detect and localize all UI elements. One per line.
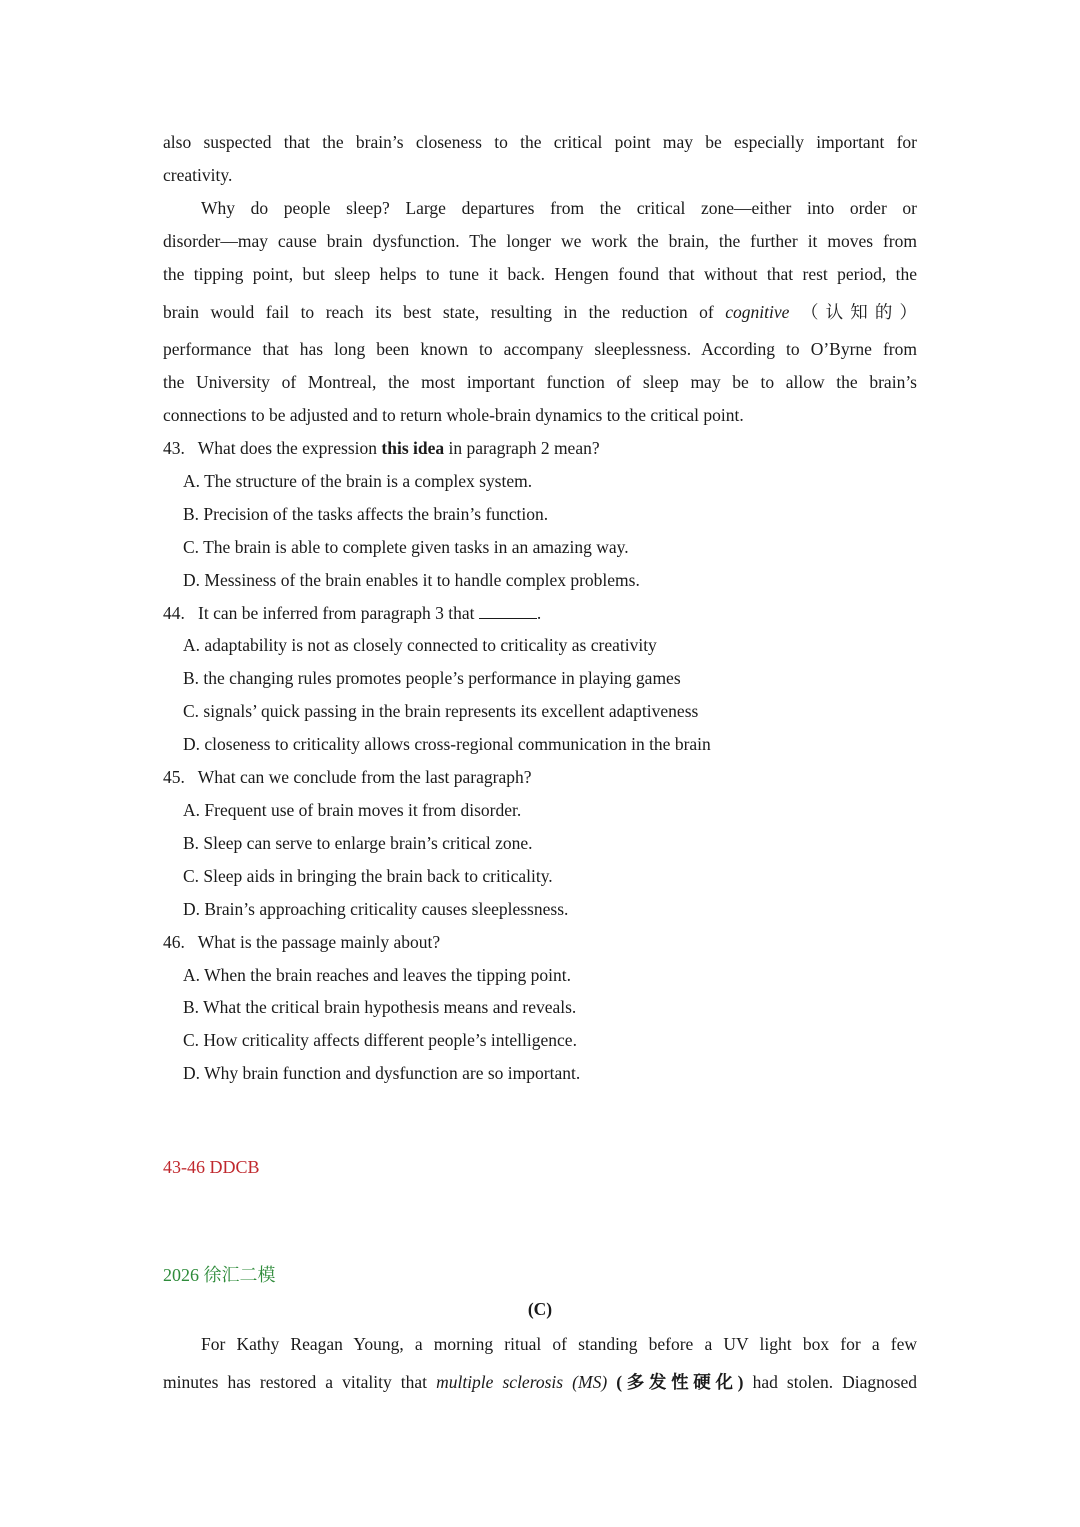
source-label: 2026 徐汇二模 (163, 1265, 276, 1285)
next-passage (163, 1328, 917, 1403)
option-b: B. What the critical brain hypothesis means and reveals. (183, 997, 577, 1018)
question-number: 45. (163, 767, 185, 788)
option-d: D. Messiness of the brain enables it to handle complex problems. (183, 569, 640, 590)
question-stem (163, 926, 917, 959)
option-c: C. Sleep aids in bringing the brain back to criticality. (183, 865, 553, 886)
reading-passage (163, 126, 917, 1090)
question-number: 44. (163, 602, 185, 623)
passage-line-cognitive (163, 291, 917, 333)
passage-text: had stolen. Diagnosed (752, 1372, 918, 1392)
question-text: It can be inferred from paragraph 3 that (198, 602, 479, 623)
chinese-gloss: (多发性硬化) (607, 1372, 744, 1392)
question-text: . (536, 602, 542, 623)
option-c: C. How criticality affects different people’s intelligence. (183, 1030, 577, 1051)
option-b: B. Precision of the tasks affects the brain’s function. (183, 503, 549, 524)
chinese-gloss: （认知的） (800, 302, 917, 322)
question-text: What can we conclude from the last paragraph? (197, 767, 532, 788)
passage-line-ms (163, 1361, 917, 1403)
section-title: (C) (527, 1299, 553, 1319)
question-text: in paragraph 2 mean? (444, 438, 600, 458)
option-b: B. Sleep can serve to enlarge brain’s critical zone. (183, 832, 533, 853)
passage-line: the University of Montreal, the most important function of sleep may be to allow the brain’s (163, 372, 917, 392)
question-44 (163, 597, 917, 762)
option-a: A. When the brain reaches and leaves the tipping point. (183, 964, 571, 985)
passage-line: Why do people sleep? Large departures from the critical zone—either into order or (201, 198, 917, 218)
passage-line: connections to be adjusted and to return whole-brain dynamics to the critical point. (163, 405, 744, 425)
option-c: C. The brain is able to complete given tasks in an amazing way. (183, 536, 629, 557)
question-stem (163, 761, 917, 794)
passage-line: For Kathy Reagan Young, a morning ritual of standing before a UV light box for a few (201, 1334, 917, 1354)
answer-blank (479, 604, 537, 619)
passage-line: disorder—may cause brain dysfunction. The longer we work the brain, the further it moves from (163, 231, 917, 251)
passage-line: creativity. (163, 165, 233, 185)
option-c: C. signals’ quick passing in the brain represents its excellent adaptiveness (183, 701, 699, 722)
passage-line: the tipping point, but sleep helps to tune it back. Hengen found that without that rest period, the (163, 264, 917, 284)
option-a: A. The structure of the brain is a complex system. (183, 470, 533, 491)
option-d: D. Brain’s approaching criticality causes sleeplessness. (183, 898, 569, 919)
question-number: 43. (163, 438, 185, 458)
question-bold-text: this idea (381, 438, 445, 458)
question-stem (163, 597, 917, 630)
question-45 (163, 761, 917, 926)
question-text: What does the expression (197, 438, 382, 458)
question-text: What is the passage mainly about? (197, 931, 441, 952)
passage-line: also suspected that the brain’s closeness to the critical point may be especially important for (163, 132, 917, 152)
term-italic: cognitive (725, 302, 790, 322)
option-b: B. the changing rules promotes people’s performance in playing games (183, 668, 681, 689)
term-italic: multiple sclerosis (MS) (436, 1372, 608, 1392)
passage-text: brain would fail to reach its best state, resulting in the reduction of (163, 302, 714, 322)
answer-key: 43-46 DDCB (163, 1157, 260, 1177)
passage-text: minutes has restored a vitality that (163, 1372, 437, 1392)
question-stem (163, 432, 917, 465)
option-d: D. closeness to criticality allows cross-regional communication in the brain (183, 734, 711, 755)
passage-line: performance that has long been known to accompany sleeplessness. According to O’Byrne from (163, 339, 917, 359)
question-number: 46. (163, 931, 185, 952)
option-a: A. Frequent use of brain moves it from disorder. (183, 799, 522, 820)
question-46 (163, 926, 917, 1091)
question-43 (163, 432, 917, 597)
option-a: A. adaptability is not as closely connected to criticality as creativity (183, 635, 657, 656)
option-d: D. Why brain function and dysfunction are so important. (183, 1063, 581, 1084)
